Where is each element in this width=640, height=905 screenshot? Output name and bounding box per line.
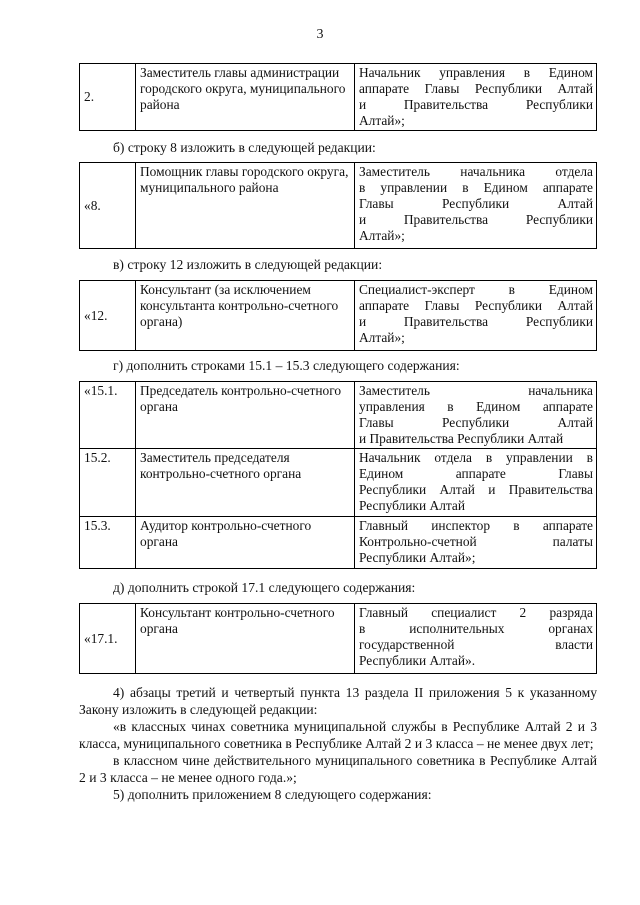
equivalent-position-cell: Специалист-эксперт в Едином аппарате Главы Республики Алтай и Правительства Республики Алтай»;: [355, 281, 597, 351]
row-number: «15.1.: [80, 382, 136, 449]
quoted-paragraph-2: в классном чине действительного муниципального советника в Республике Алтай 2 и 3 класса – не менее одного года.»;: [79, 753, 597, 785]
table-row-12: [79, 280, 597, 351]
equivalent-position-cell: Главный инспектор в аппарате Контрольно-счетной палаты Республики Алтай»;: [355, 517, 597, 569]
position-cell: Заместитель председателя контрольно-счетного органа: [136, 449, 355, 517]
paragraph-5: 5) дополнить приложением 8 следующего содержания:: [113, 787, 432, 802]
table-row-17-1: [79, 603, 597, 674]
table-row: [80, 449, 597, 517]
row-number: «17.1.: [80, 604, 136, 674]
equivalent-position-cell: Главный специалист 2 разряда в исполнительных органах государственной власти Республики Алтай».: [355, 604, 597, 674]
row-number: 2.: [80, 64, 136, 131]
position-cell: Консультант контрольно-счетного органа: [136, 604, 355, 674]
instruction-g: г) дополнить строками 15.1 – 15.3 следующего содержания:: [113, 358, 460, 373]
equivalent-position-cell: Заместитель начальника управления в Едином аппарате Главы Республики Алтай и Правительства Республики Алтай: [355, 382, 597, 449]
paragraph-4: 4) абзацы третий и четвертый пункта 13 раздела II приложения 5 к указанному Закону изложить в следующей редакции:: [79, 685, 597, 717]
row-number: «8.: [80, 163, 136, 249]
table-row: [80, 517, 597, 569]
position-cell: Председатель контрольно-счетного органа: [136, 382, 355, 449]
quoted-paragraph-1: «в классных чинах советника муниципальной службы в Республике Алтай 2 и 3 класса, муниципального советника в Республике Алтай 2 и 3 класса – не менее двух лет;: [79, 719, 597, 751]
table-row-8: [79, 162, 597, 249]
position-cell: Заместитель главы администрации городского округа, муниципального района: [136, 64, 355, 131]
row-number: «12.: [80, 281, 136, 351]
page-number: 3: [316, 27, 324, 42]
table-row: [80, 382, 597, 449]
table-row-2: [79, 63, 597, 131]
equivalent-position-cell: Заместитель начальника отдела в управлении в Едином аппарате Главы Республики Алтай и Правительства Республики Алтай»;: [355, 163, 597, 249]
instruction-d: д) дополнить строкой 17.1 следующего содержания:: [113, 580, 416, 595]
row-number: 15.2.: [80, 449, 136, 517]
amendment-text: [79, 684, 597, 803]
instruction-b: б) строку 8 изложить в следующей редакции:: [113, 140, 376, 155]
position-cell: Аудитор контрольно-счетного органа: [136, 517, 355, 569]
instruction-v: в) строку 12 изложить в следующей редакции:: [113, 257, 383, 272]
table-rows-15: [79, 381, 597, 569]
position-cell: Консультант (за исключением консультанта контрольно-счетного органа): [136, 281, 355, 351]
position-cell: Помощник главы городского округа, муниципального района: [136, 163, 355, 249]
row-number: 15.3.: [80, 517, 136, 569]
equivalent-position-cell: Начальник управления в Едином аппарате Главы Республики Алтай и Правительства Республики Алтай»;: [355, 64, 597, 131]
equivalent-position-cell: Начальник отдела в управлении в Едином аппарате Главы Республики Алтай и Правительства Республики Алтай: [355, 449, 597, 517]
